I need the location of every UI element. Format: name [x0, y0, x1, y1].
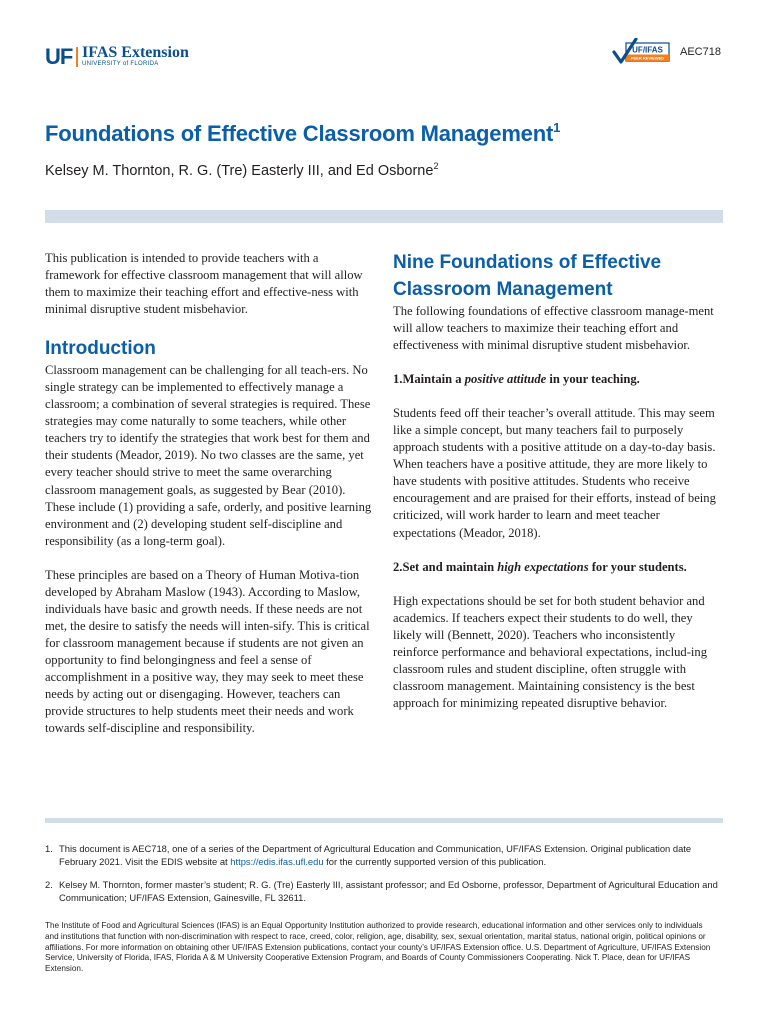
badge-top-text: UF/IFAS	[632, 45, 663, 55]
foundation-item-2-text: High expectations should be set for both student behavior and academics. If teachers expect their students to do well, they likely will (Bennett, 2020). Teachers who inconsistently reinforce performance and behavioral expectations, includ-ing classroom rules and student discipline, often struggle with classroom management. Maintaining consistency is the best approach for minimizing repeated disruptive behavior.	[393, 593, 708, 710]
foundation-item-1-heading	[393, 371, 723, 388]
introduction-paragraph-2: These principles are based on a Theory of Human Motiva-tion developed by Abraham Maslow (1943). According to Maslow, individuals have basic and growth needs. If these needs are not met, the desire to satisfy the needs will inten-sify. This is critical for classroom management because if students are not given an opportunity to find belongingness and feel a sense of accomplishment in a positive way, they may seek to meet these needs by acting out or disengaging. However, teachers can provide structures to help students meet their needs and work towards self-discipline and responsibility.	[45, 567, 370, 736]
item-1-emphasis: positive attitude	[464, 372, 547, 387]
foundation-item-2-heading	[393, 559, 723, 576]
item-2-emphasis: high expectations	[497, 559, 589, 574]
footnote-1-number: 1.	[45, 843, 53, 854]
item-1-pre: Maintain a	[402, 372, 465, 387]
authors-footnote-mark: 2	[433, 161, 439, 171]
item-2-pre: Set and maintain	[402, 559, 498, 574]
title-footnote-mark: 1	[553, 120, 561, 135]
footnote-1-tail: for the currently supported version of this publication.	[323, 856, 547, 867]
logo-university: UNIVERSITY of FLORIDA	[82, 61, 159, 67]
item-1-post: in your teaching.	[546, 372, 640, 387]
authors-text: Kelsey M. Thornton, R. G. (Tre) Easterly III, and Ed Osborne	[45, 163, 434, 179]
foundation-item-1-text: Students feed off their teacher’s overall attitude. This may seem like a simple concept, but many teachers fail to purposely approach students with a positive attitude on a day-to-day basis. When teachers have a positive attitude, they are more likely to have students with positive attitudes. Students who receive encouragement and are praised for their efforts, instead of being criticized, will work harder to learn and meet teacher expectations (Meador, 2018).	[393, 406, 716, 540]
title-divider	[45, 210, 723, 223]
badge-bottom-text: PEER REVIEWED	[630, 55, 665, 61]
document-code: AEC718	[680, 46, 721, 58]
abstract-paragraph: This publication is intended to provide teachers with a framework for effective classroom management that will allow them to maximize their teaching effort and effective-ness with minimal disruptive student misbehavior.	[45, 251, 363, 317]
left-column	[45, 250, 375, 754]
footnote-2	[45, 878, 723, 904]
uf-logo-mark: UF	[45, 44, 73, 69]
item-2-post: for your students.	[588, 559, 687, 574]
foundations-intro-paragraph: The following foundations of effective classroom manage-ment will allow teachers to maximize their teaching effort and effectiveness with minimal disruptive student misbehavior.	[393, 304, 714, 353]
nine-foundations-heading: Nine Foundations of Effective Classroom Management	[393, 252, 662, 300]
footnote-divider	[45, 818, 723, 823]
footnote-1	[45, 842, 723, 868]
logo-divider	[76, 47, 78, 67]
introduction-heading: Introduction	[45, 338, 156, 360]
footnote-1-text: This document is AEC718, one of a series of the Department of Agricultural Education and Communication, UF/IFAS Extension. Original publication date February 2021. Visit the EDIS website at	[59, 843, 692, 867]
page-title	[45, 120, 560, 147]
footnote-2-number: 2.	[45, 879, 53, 890]
footnote-2-text: Kelsey M. Thornton, former master’s student; R. G. (Tre) Easterly III, assistant professor; and Ed Osborne, professor, Department of Agricultural Education and Communication; UF/IFAS Extension, Gainesville, FL 32611.	[59, 879, 718, 903]
title-text: Foundations of Effective Classroom Management	[45, 121, 554, 146]
item-2-number: 2.	[393, 559, 403, 574]
author-line	[45, 161, 438, 179]
edis-link[interactable]: https://edis.ifas.ufl.edu	[230, 856, 324, 867]
logo-org-name: IFAS Extension	[82, 44, 189, 61]
legal-notice: The Institute of Food and Agricultural Sciences (IFAS) is an Equal Opportunity Institution authorized to provide research, educational information and other services only to individuals and institutions that function with non-discrimination with respect to race, creed, color, religion, age, disability, sex, sexual orientation, marital status, national origin, political opinions or affiliations. For more information on obtaining other UF/IFAS Extension publications, contact your county’s UF/IFAS Extension office. U.S. Department of Agriculture, UF/IFAS Extension Service, University of Florida, IFAS, Florida A & M University Cooperative Extension Program, and Boards of County Commissioners Cooperating. Nick T. Place, dean for UF/IFAS Extension.	[45, 921, 711, 974]
item-1-number: 1.	[393, 372, 403, 387]
right-column	[393, 250, 723, 729]
introduction-paragraph-1: Classroom management can be challenging for all teach-ers. No single strategy can be implemented to effectively manage a classroom; a combination of several strategies is required. These strategies may come naturally to some teachers, while other teachers try to identify the strategies that work best for them and their students (Meador, 2019). No two classes are the same, yet every teacher should strive to meet the same overarching classroom management goals, as suggested by Bear (2010). These include (1) providing a safe, orderly, and positive learning environment and (2) developing student self-discipline and responsibility (as a long-term goal).	[45, 363, 372, 548]
peer-reviewed-badge-icon	[612, 38, 670, 66]
